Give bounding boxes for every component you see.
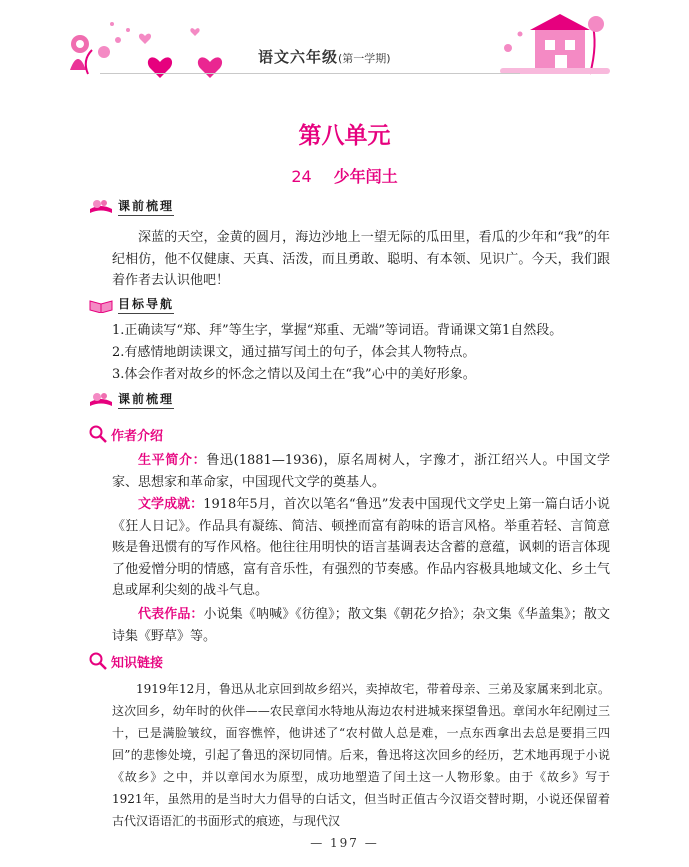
goals-list [112,320,610,386]
open-book-icon [88,295,114,313]
goal-item: 2.有感情地朗读课文，通过描写闰土的句子，体会其人物特点。 [112,345,476,360]
heart-icon [139,28,222,78]
knowledge-text: 1919年12月，鲁迅从北京回到故乡绍兴，卖掉故宅，带着母亲、三弟及家属来到北京。这次回乡，幼年时的伙伴——农民章闰水特地从海边农村进城来探望鲁迅。章闰水年纪刚过三十，已是满脸皱纹，面容憔悴，他讲述了“农村做人总是难，一点东西拿出去总是要捐三四回”的悲惨处境，引起了鲁迅的深切同情。后来，鲁迅将这次回乡的经历，艺术地再现于小说《故乡》之中，并以章闰水为原型，成功地塑造了闰土这一人物形象。由于《故乡》写于1921年，虽然用的是当时大力倡导的白话文，但当时正值古今汉语交替时期，小说还保留着古代汉语语汇的书面形式的痕迹，与现代汉 [112,682,610,828]
magnifier-icon [88,424,108,444]
section-review-heading: 课前梳理 [88,389,174,409]
preview-text: 深蓝的天空，金黄的圆月，海边沙地上一望无际的瓜田里，看瓜的少年和“我”的年纪相仿，他不仅健康、天真、活泼，而且勇敢、聪明、有本领、见识广。今天，我们跟着作者去认识他吧！ [112,230,610,288]
page-number: — 197 — [310,836,379,850]
author-heading: 作者介绍 [88,424,163,444]
section-goals-heading: 目标导航 [88,294,174,314]
magnifier-icon [88,651,108,671]
author-bio: 生平简介：鲁迅(1881—1936)，原名周树人，字豫才，浙江绍兴人。中国文学家、思想家和革命家，中国现代文学的奠基人。 [112,453,610,490]
lesson-title [0,164,689,187]
house-icon [500,14,610,74]
goal-item: 1.正确读写“郑、拜”等生字，掌握“郑重、无端”等词语。背诵课文第1自然段。 [112,323,563,338]
knowledge-heading: 知识链接 [88,651,163,671]
page-header [0,0,689,86]
goal-item: 3.体会作者对故乡的怀念之情以及闰土在“我”心中的美好形象。 [112,367,476,382]
lesson-name: 少年闰土 [333,167,398,186]
header-title: 语文六年级(第一学期) [258,48,391,66]
unit-title: 第八单元 [298,123,391,149]
author-works: 代表作品：小说集《呐喊》《彷徨》；散文集《朝花夕拾》；杂文集《华盖集》；散文诗集《野草》等。 [112,607,610,644]
section-preview-heading: 课前梳理 [88,196,174,216]
book-icon [88,390,114,408]
author-achievements: 文学成就：1918年5月，首次以笔名“鲁迅”发表中国现代文学史上第一篇白话小说《狂人日记》。作品具有凝练、简洁、顿挫而富有韵味的语言风格。举重若轻、言简意赅是鲁迅惯有的写作风格。他往往用明快的语言基调表达含蓄的意蕴，讽刺的语言体现了他爱憎分明的情感，富有音乐性，有强烈的节奏感。作品内容极具地域文化、乡土气息或犀利尖刻的战斗气息。 [112,497,610,598]
lesson-number: 24 [291,167,312,186]
left-flower-icon [70,22,130,74]
header-rule [100,73,520,74]
book-icon [88,197,114,215]
